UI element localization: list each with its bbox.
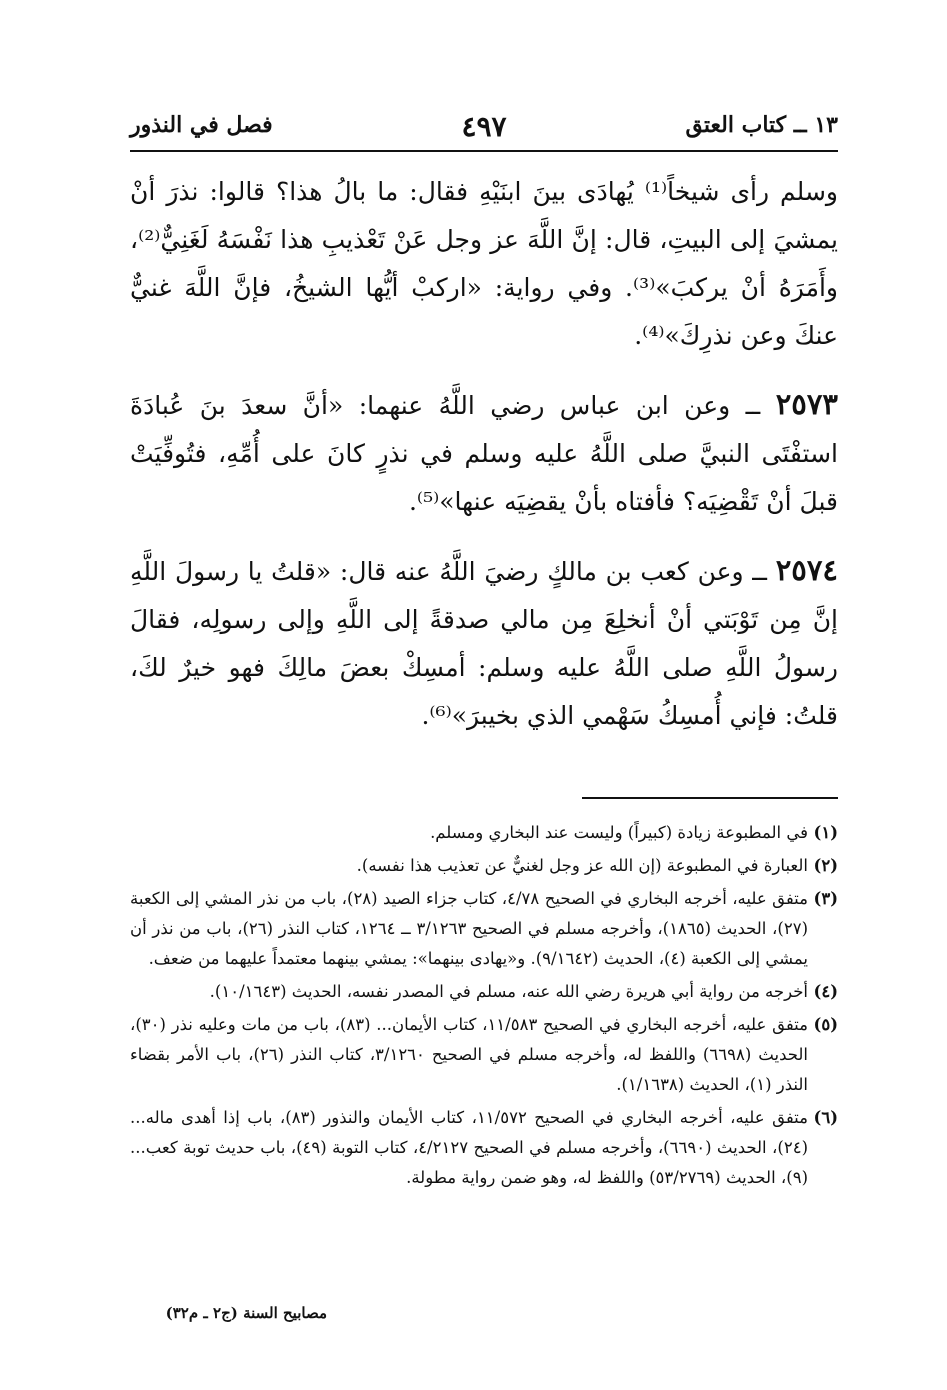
- footnote-5: [130, 1010, 838, 1100]
- footnote-text: أخرجه من رواية أبي هريرة رضي الله عنه، مسلم في المصدر نفسه، الحديث (١٠/١٦٤٣).: [209, 982, 808, 1001]
- page-number: ٤٩٧: [461, 110, 507, 143]
- hadith-2573: [130, 380, 838, 526]
- hadith-number: ٢٥٧٣: [775, 387, 838, 421]
- footnote-text: في المطبوعة زيادة (كبيراً) وليست عند البخاري ومسلم.: [430, 823, 808, 842]
- chapter-title: ١٣ ــ كتاب العتق: [685, 112, 838, 138]
- page-signature: مصابيح السنة (ج٢ ـ م٣٢): [165, 1304, 327, 1322]
- hadith-text: ــ وعن كعب بن مالكٍ رضيَ اللَّهُ عنه قال: «قلتُ يا رسولَ اللَّهِ إنَّ مِن تَوْبَتي أنْ أنخلِعَ مِن مالي صدقةً إلى اللَّهِ وإلى رسولِه، فقالَ رسولُ اللَّهِ صلى اللَّهُ عليه وسلم: أمسِكْ بعضَ مالِكَ فهو خيرٌ لكَ، قلتُ: فإني أُمسِكُ سَهْمي الذي بخيبرَ»⁽⁶⁾.: [130, 557, 838, 730]
- footnote-text: متفق عليه، أخرجه البخاري في الصحيح ١١/٥٨٣، كتاب الأيمان... (٨٣)، باب من مات وعليه نذر (٣٠)، الحديث (٦٦٩٨) واللفظ له، وأخرجه مسلم في الصحيح ٣/١٢٦٠، كتاب النذر (٢٦)، باب الأمر بقضاء النذر (١)، الحديث (١/١٦٣٨).: [130, 1015, 808, 1094]
- footnote-2: [130, 851, 838, 881]
- footnote-text: متفق عليه، أخرجه البخاري في الصحيح ١١/٥٧٢، كتاب الأيمان والنذور (٨٣)، باب إذا أهدى ماله... (٢٤)، الحديث (٦٦٩٠)، وأخرجه مسلم في الصحيح ٤/٢١٢٧، كتاب التوبة (٤٩)، باب حديث توبة كعب... (٩)، الحديث (٥٣/٢٧٦٩) واللفظ له، وهو ضمن رواية مطولة.: [130, 1108, 808, 1187]
- footnote-text: متفق عليه، أخرجه البخاري في الصحيح ٤/٧٨، كتاب جزاء الصيد (٢٨)، باب من نذر المشي إلى الكعبة (٢٧)، الحديث (١٨٦٥)، وأخرجه مسلم في الصحيح ٣/١٢٦٣ ــ ١٢٦٤، كتاب النذر (٢٦)، باب من نذر أن يمشي إلى الكعبة (٤)، الحديث (٩/١٦٤٢). و«يهادى بينهما»: يمشي بينهما معتمداً عليهما من ضعف.: [130, 889, 809, 968]
- footnote-number: (٢): [813, 856, 838, 875]
- footnotes: [130, 818, 838, 1196]
- footnote-1: [130, 818, 838, 848]
- footnote-number: (٤): [813, 982, 838, 1001]
- hadith-text: ــ وعن ابن عباس رضي اللَّهُ عنهما: «أنَّ سعدَ بنَ عُبادَةَ استفْتَى النبيَّ صلى اللَّهُ عليه وسلم في نذرٍ كانَ على أُمِّهِ، فتُوفِّيَتْ قبلَ أنْ تَقْضِيَه؟ فأفتاه بأنْ يقضِيَه عنها»⁽⁵⁾.: [130, 391, 838, 516]
- footnote-4: [130, 977, 838, 1007]
- header-divider: [130, 150, 838, 152]
- footnote-number: (٦): [813, 1108, 838, 1127]
- page-header: [130, 110, 838, 154]
- paragraph-continuation: وسلم رأى شيخاً⁽¹⁾ يُهادَى بينَ ابنَيْهِ فقال: ما بالُ هذا؟ قالوا: نذرَ أنْ يمشيَ إلى البيتِ، قال: إنَّ اللَّهَ عز وجل عَنْ تَعْذيبِ هذا نَفْسَهُ لَغَنِيٌّ⁽²⁾، وأَمَرَهُ أنْ يركبَ»⁽³⁾. وفي رواية: «اركبْ أيُّها الشيخُ، فإنَّ اللَّهَ غنيٌّ عنكَ وعن نذرِكَ»⁽⁴⁾.: [130, 177, 839, 350]
- footnote-3: [130, 884, 838, 974]
- section-title: فصل في النذور: [130, 112, 273, 138]
- main-text: [130, 168, 838, 760]
- footnote-6: [130, 1103, 838, 1193]
- hadith-2574: [130, 546, 838, 740]
- footnotes-divider: [582, 797, 838, 799]
- footnote-number: (٣): [813, 889, 838, 908]
- footnote-text: العبارة في المطبوعة (إن الله عز وجل لغنيٌّ عن تعذيب هذا نفسه).: [356, 856, 808, 875]
- footnote-number: (٥): [813, 1015, 838, 1034]
- hadith-number: ٢٥٧٤: [775, 553, 838, 587]
- footnote-number: (١): [813, 823, 838, 842]
